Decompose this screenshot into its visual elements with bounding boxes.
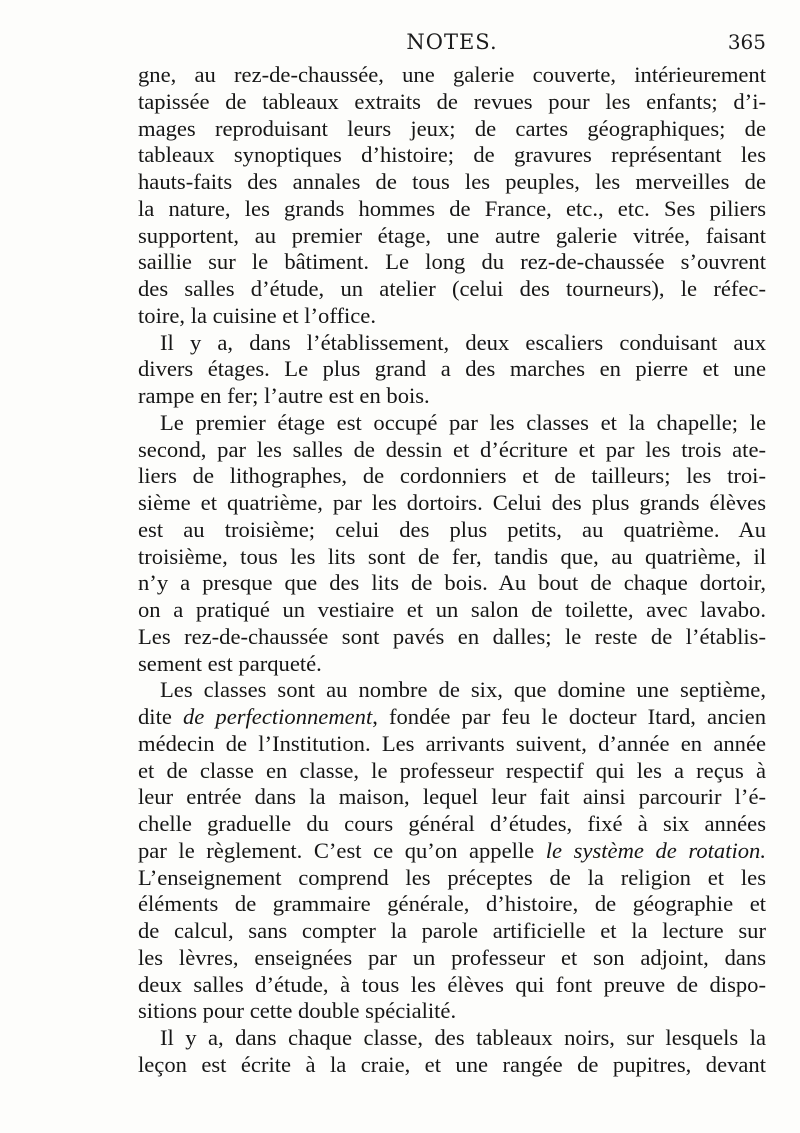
text-line: tableaux synoptiques d’histoire; de gravures représentant les (138, 142, 766, 168)
running-head (138, 30, 766, 60)
text-line: éléments de grammaire générale, d’histoire, de géographie et (138, 891, 766, 917)
text-line (138, 704, 766, 731)
text-line: médecin de l’Institution. Les arrivants suivent, d’année en année (138, 730, 766, 756)
text-line: Il y a, dans l’établissement, deux escaliers conduisant aux (160, 329, 766, 355)
italic-term: le système de rotation. (545, 837, 766, 863)
text-line: n’y a presque que des lits de bois. Au bout de chaque dortoir, (138, 570, 766, 596)
text-line: leçon est écrite à la craie, et une rangée de pupitres, devant (138, 1051, 766, 1077)
text-line: de calcul, sans compter la parole artificielle et la lecture sur (138, 918, 766, 943)
text-line: liers de lithographes, de cordonniers et de tailleurs; les troi- (138, 463, 766, 489)
text-line: divers étages. Le plus grand a des marches en pierre et une (138, 356, 766, 382)
body-text (138, 62, 766, 1079)
text-line (138, 838, 766, 865)
text-line: deux salles d’étude, à tous les élèves qui font preuve de dispo- (138, 971, 766, 997)
text-line: les lèvres, enseignées par un professeur et son adjoint, dans (138, 944, 766, 970)
text-line: sement est parqueté. (138, 650, 322, 676)
text-segment: , fondée par feu le docteur Itard, ancien (372, 704, 767, 729)
text-line: mages reproduisant leurs jeux; de cartes géographiques; de (138, 115, 766, 141)
text-segment: par le règlement. C’est ce qu’on appelle (138, 837, 546, 863)
text-line: supportent, au premier étage, une autre galerie vitrée, faisant (138, 222, 766, 248)
text-line: sitions pour cette double spécialité. (138, 998, 457, 1024)
text-line: hauts-faits des annales de tous les peuples, les merveilles de (138, 169, 766, 194)
text-line: rampe en fer; l’autre est en bois. (138, 383, 430, 408)
text-segment: dite (138, 704, 183, 729)
text-line: chelle graduelle du cours général d’études, fixé à six années (138, 811, 766, 836)
text-line: troisième, tous les lits sont de fer, tandis que, au quatrième, il (138, 543, 766, 569)
page-number: 365 (727, 30, 766, 54)
text-line: est au troisième; celui des plus petits, au quatrième. Au (138, 516, 766, 542)
text-line: on a pratiqué un vestiaire et un salon de toilette, avec lavabo. (138, 597, 766, 622)
text-line: Il y a, dans chaque classe, des tableaux noirs, sur lesquels la (160, 1025, 766, 1050)
text-line: saillie sur le bâtiment. Le long du rez-de-chaussée s’ouvrent (138, 249, 766, 275)
text-segment: Les classes sont au nombre de six, que domine une septième, (160, 677, 766, 703)
text-line: leur entrée dans la maison, lequel leur fait ainsi parcourir l’é- (138, 784, 766, 810)
text-line (138, 677, 766, 704)
text-line: L’enseignement comprend les préceptes de la religion et les (138, 864, 766, 890)
text-line: tapissée de tableaux extraits de revues pour les enfants; d’i- (138, 88, 766, 114)
italic-term: de perfectionnement (182, 704, 373, 729)
text-line: gne, au rez-de-chaussée, une galerie couverte, intérieurement (138, 62, 766, 87)
text-line: et de classe en classe, le professeur respectif qui les a reçus à (138, 757, 766, 783)
running-title: NOTES. (406, 30, 498, 54)
text-line: toire, la cuisine et l’office. (138, 302, 376, 328)
text-line: Le premier étage est occupé par les classes et la chapelle; le (160, 409, 766, 435)
text-line: la nature, les grands hommes de France, etc., etc. Ses piliers (138, 195, 766, 221)
text-line: Les rez-de-chaussée sont pavés en dalles; le reste de l’établis- (138, 623, 766, 649)
text-line: sième et quatrième, par les dortoirs. Celui des plus grands élèves (138, 490, 766, 515)
text-line: des salles d’étude, un atelier (celui des tourneurs), le réfec- (138, 276, 766, 301)
text-line: second, par les salles de dessin et d’écriture et par les trois ate- (138, 436, 766, 462)
